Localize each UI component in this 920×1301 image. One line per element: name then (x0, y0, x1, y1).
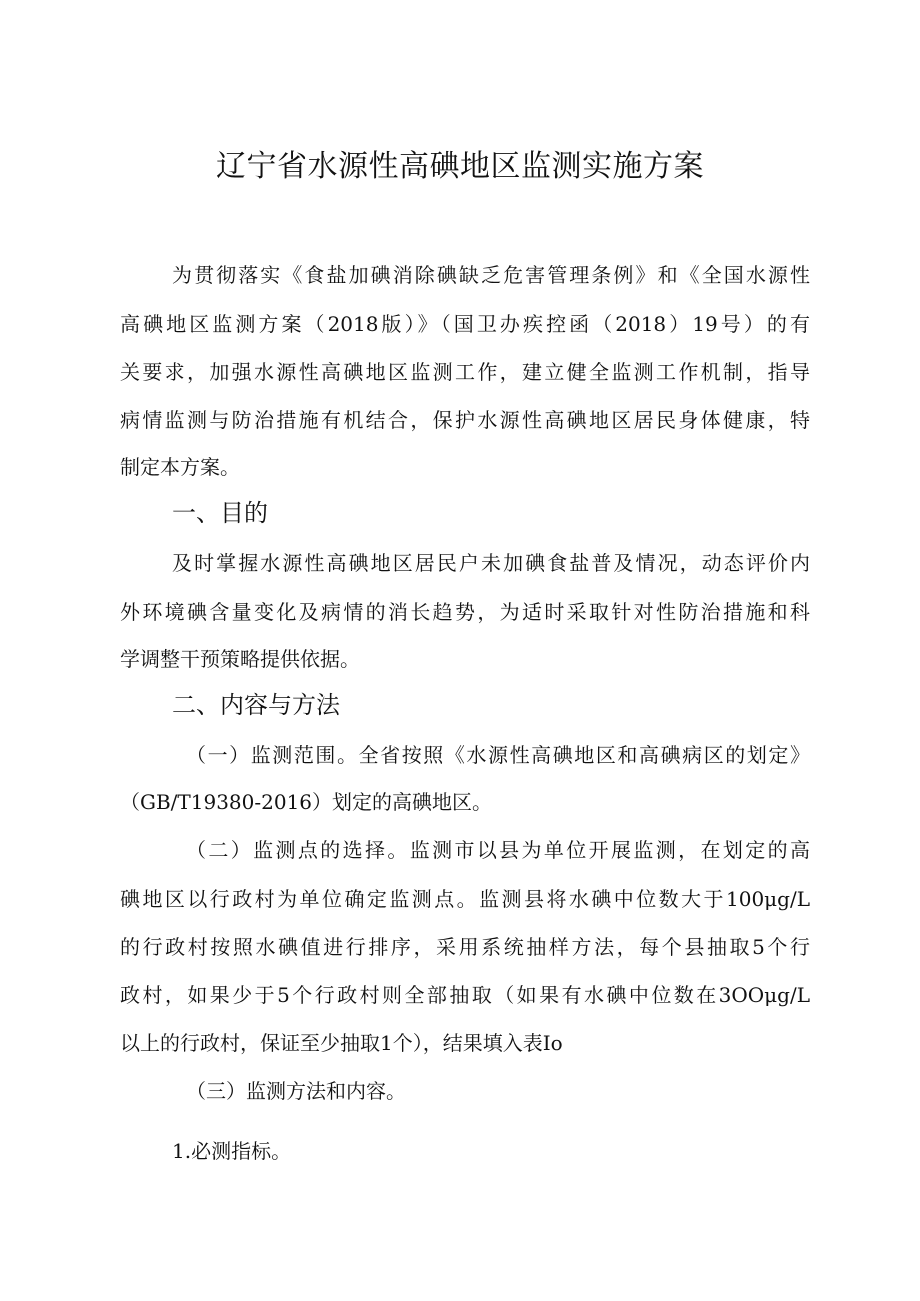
selection-line-3: 的行政村按照水碘值进行排序，采用系统抽样方法，每个县抽取5个行 (120, 935, 810, 959)
selection-line-2: 碘地区以行政村为单位确定监测点。监测县将水碘中位数大于100μg∕L (120, 887, 810, 911)
purpose-line-3: 学调整干预策略提供依据。 (120, 647, 360, 671)
required-indicators-heading: 1.必测指标。 (172, 1139, 292, 1163)
selection-line-1: （二）监测点的选择。监测市以县为单位开展监测，在划定的高 (186, 838, 810, 862)
purpose-line-2: 外环境碘含量变化及病情的消长趋势，为适时采取针对性防治措施和科 (120, 600, 810, 624)
document-title: 辽宁省水源性高碘地区监测实施方案 (216, 149, 704, 184)
methods-heading: （三）监测方法和内容。 (186, 1079, 406, 1103)
intro-line-5: 制定本方案。 (120, 455, 240, 479)
selection-line-5: 以上的行政村，保证至少抽取1个），结果填入表Io (120, 1031, 563, 1055)
selection-line-4: 政村，如果少于5个行政村则全部抽取（如果有水碘中位数在3OOμg∕L (120, 983, 810, 1007)
scope-line-2: （GB/T19380-2016）划定的高碘地区。 (120, 790, 493, 814)
section-heading-content-methods: 二、内容与方法 (172, 691, 340, 719)
intro-line-1: 为贯彻落实《食盐加碘消除碘缺乏危害管理条例》和《全国水源性 (172, 263, 810, 287)
section-heading-purpose: 一、目的 (172, 499, 268, 527)
intro-line-2: 高碘地区监测方案（2018版）》（国卫办疾控函（2018）19号）的有 (120, 312, 810, 336)
intro-line-3: 关要求，加强水源性高碘地区监测工作，建立健全监测工作机制，指导 (120, 360, 810, 384)
intro-line-4: 病情监测与防治措施有机结合，保护水源性高碘地区居民身体健康，特 (120, 408, 810, 432)
purpose-line-1: 及时掌握水源性高碘地区居民户未加碘食盐普及情况，动态评价内 (172, 551, 810, 575)
scope-line-1: （一）监测范围。全省按照《水源性高碘地区和高碘病区的划定》 (186, 743, 810, 767)
